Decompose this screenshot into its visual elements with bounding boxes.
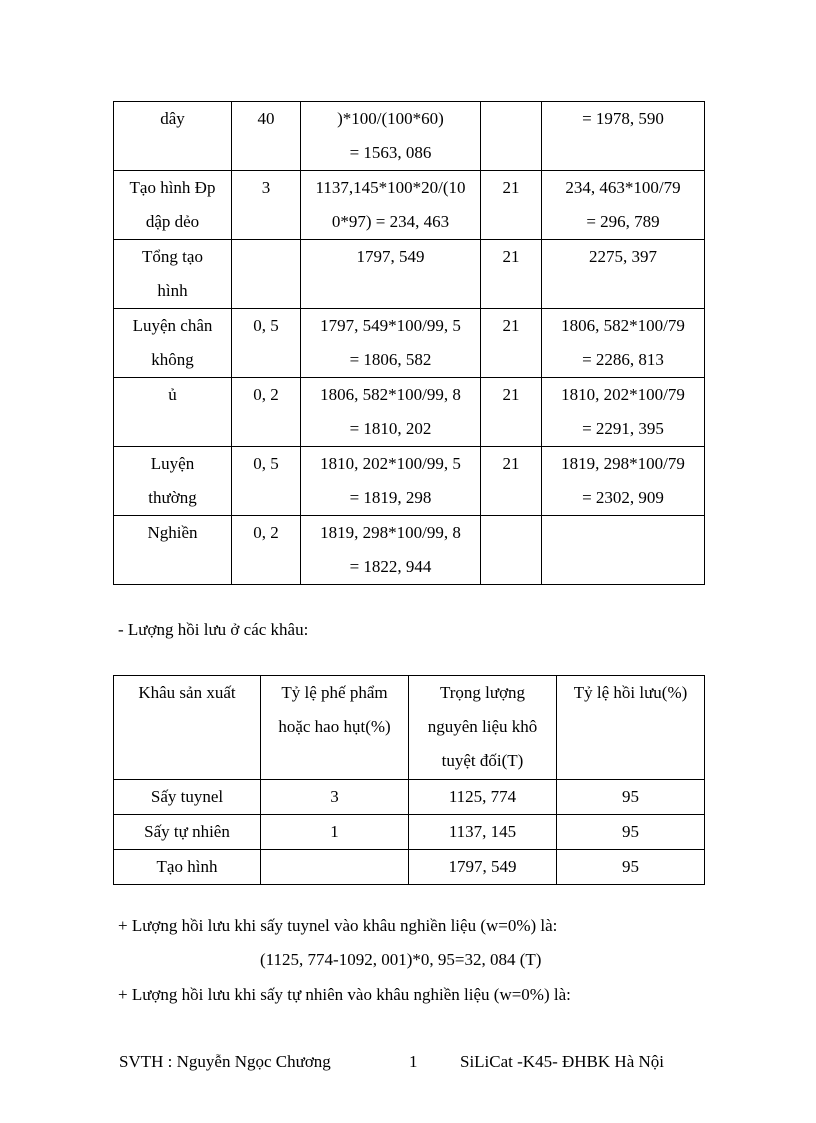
table-row-cell — [232, 240, 301, 309]
table-row-cell — [542, 378, 705, 447]
cell-text: dây — [160, 109, 185, 128]
cell-text: 21 — [502, 316, 520, 335]
recycle-table — [113, 675, 705, 885]
cell-text: 0, 2 — [253, 385, 279, 404]
cell-text: = 1978, 590 — [582, 109, 664, 128]
table-row-cell — [301, 171, 481, 240]
cell-text: 21 — [502, 385, 520, 404]
footer-page-number: 1 — [409, 1052, 418, 1071]
table-row-cell — [114, 102, 232, 171]
table-row — [114, 171, 705, 240]
table-row — [114, 780, 705, 815]
cell-text: Tạo hình — [156, 857, 218, 876]
table-row-cell — [114, 309, 232, 378]
cell-text: 40 — [257, 109, 275, 128]
paragraph-tuynel: + Lượng hồi lưu khi sấy tuynel vào khâu nghiền liệu (w=0%) là: — [118, 916, 558, 935]
cell-text: 0, 5 — [253, 454, 279, 473]
cell-text: 1819, 298*100/79 = 2302, 909 — [561, 454, 685, 507]
cell-text: 2275, 397 — [589, 247, 657, 266]
table-row-cell — [557, 815, 705, 850]
header-text: Khâu sản xuất — [138, 683, 236, 702]
table-row-cell — [481, 309, 542, 378]
table-row — [114, 102, 705, 171]
cell-text: 1797, 549 — [448, 857, 517, 876]
header-row — [114, 676, 705, 780]
table-row-cell — [301, 240, 481, 309]
table-row-cell — [481, 240, 542, 309]
table-row-cell — [114, 378, 232, 447]
cell-text: 3 — [261, 178, 271, 197]
table-row-cell — [542, 102, 705, 171]
recycle-table-body — [114, 780, 705, 885]
column-header — [114, 676, 261, 780]
cell-text: 1810, 202*100/79 = 2291, 395 — [561, 385, 685, 438]
table-row-cell — [232, 309, 301, 378]
cell-text: 1797, 549*100/99, 5 = 1806, 582 — [320, 316, 461, 369]
cell-text: 1819, 298*100/99, 8 = 1822, 944 — [320, 523, 461, 576]
table-row-cell — [232, 378, 301, 447]
formula-tuynel: (1125, 774-1092, 001)*0, 95=32, 084 (T) — [260, 950, 542, 969]
table-row-cell — [301, 102, 481, 171]
cell-text: 1 — [330, 822, 339, 841]
table-row-cell — [481, 447, 542, 516]
table-row-cell — [301, 447, 481, 516]
recycle-table-header — [114, 676, 705, 780]
table-row-cell — [481, 516, 542, 585]
table-row-cell — [542, 240, 705, 309]
table-row — [114, 378, 705, 447]
header-text: Tỷ lệ hồi lưu(%) — [573, 683, 688, 702]
footer-school: SiLiCat -K45- ĐHBK Hà Nội — [460, 1052, 664, 1071]
calculation-table — [113, 101, 705, 585]
cell-text: 21 — [502, 454, 520, 473]
cell-text: Sấy tuynel — [150, 787, 224, 806]
calculation-table-body — [114, 102, 705, 585]
column-header — [557, 676, 705, 780]
cell-text: Tổng tạo hình — [142, 247, 203, 300]
cell-text: 1137, 145 — [448, 822, 517, 841]
table-row-cell — [114, 171, 232, 240]
column-header — [409, 676, 557, 780]
table-row-cell — [409, 780, 557, 815]
cell-text: 1797, 549 — [356, 247, 425, 266]
cell-text: 21 — [502, 247, 520, 266]
table-row-cell — [232, 171, 301, 240]
cell-text: )*100/(100*60) = 1563, 086 — [337, 109, 444, 162]
cell-text: 0, 5 — [253, 316, 279, 335]
paragraph-natural-drying: + Lượng hồi lưu khi sấy tự nhiên vào khâu nghiền liệu (w=0%) là: — [118, 985, 571, 1004]
cell-text: 234, 463*100/79 = 296, 789 — [565, 178, 681, 231]
table-row-cell — [232, 516, 301, 585]
table-row-cell — [261, 815, 409, 850]
table-row — [114, 850, 705, 885]
cell-text: 0, 2 — [253, 523, 279, 542]
cell-text: ủ — [168, 385, 177, 404]
header-text: Trọng lượng nguyên liệu khô tuyệt đối(T) — [427, 683, 538, 770]
table-row-cell — [542, 516, 705, 585]
table-row-cell — [542, 447, 705, 516]
table-row-cell — [409, 815, 557, 850]
cell-text: 1137,145*100*20/(10 0*97) = 234, 463 — [315, 178, 466, 231]
cell-text: 3 — [330, 787, 339, 806]
cell-text: 95 — [622, 857, 639, 876]
section-heading: - Lượng hồi lưu ở các khâu: — [118, 620, 309, 639]
table-row-cell — [481, 171, 542, 240]
cell-text: Luyện thường — [148, 454, 197, 507]
table-row — [114, 240, 705, 309]
table-row — [114, 815, 705, 850]
cell-text: Nghiền — [147, 523, 198, 542]
table-row-cell — [481, 378, 542, 447]
table-row-cell — [114, 850, 261, 885]
footer-author: SVTH : Nguyễn Ngọc Chương — [119, 1052, 331, 1071]
table-row-cell — [481, 102, 542, 171]
cell-text: 21 — [502, 178, 520, 197]
table-row-cell — [232, 447, 301, 516]
table-row-cell — [557, 780, 705, 815]
table-row-cell — [557, 850, 705, 885]
header-text: Tỷ lệ phế phẩm hoặc hao hụt(%) — [278, 683, 391, 736]
table-row-cell — [301, 378, 481, 447]
cell-text: 1806, 582*100/79 = 2286, 813 — [561, 316, 685, 369]
cell-text: Luyện chân không — [132, 316, 213, 369]
table-row-cell — [114, 447, 232, 516]
table-row-cell — [232, 102, 301, 171]
cell-text: 95 — [622, 787, 639, 806]
column-header — [261, 676, 409, 780]
cell-text: 1806, 582*100/99, 8 = 1810, 202 — [320, 385, 461, 438]
table-row-cell — [301, 516, 481, 585]
table-row-cell — [114, 516, 232, 585]
cell-text: 1810, 202*100/99, 5 = 1819, 298 — [320, 454, 461, 507]
table-row-cell — [261, 850, 409, 885]
table-row-cell — [114, 240, 232, 309]
cell-text: Tạo hình Đp dập dẻo — [129, 178, 216, 231]
table-row — [114, 309, 705, 378]
table-row-cell — [114, 815, 261, 850]
cell-text: Sấy tự nhiên — [144, 822, 230, 841]
table-row-cell — [301, 309, 481, 378]
cell-text: 95 — [622, 822, 639, 841]
table-row-cell — [409, 850, 557, 885]
table-row — [114, 516, 705, 585]
table-row-cell — [542, 171, 705, 240]
table-row — [114, 447, 705, 516]
table-row-cell — [114, 780, 261, 815]
table-row-cell — [542, 309, 705, 378]
table-row-cell — [261, 780, 409, 815]
cell-text: 1125, 774 — [448, 787, 517, 806]
